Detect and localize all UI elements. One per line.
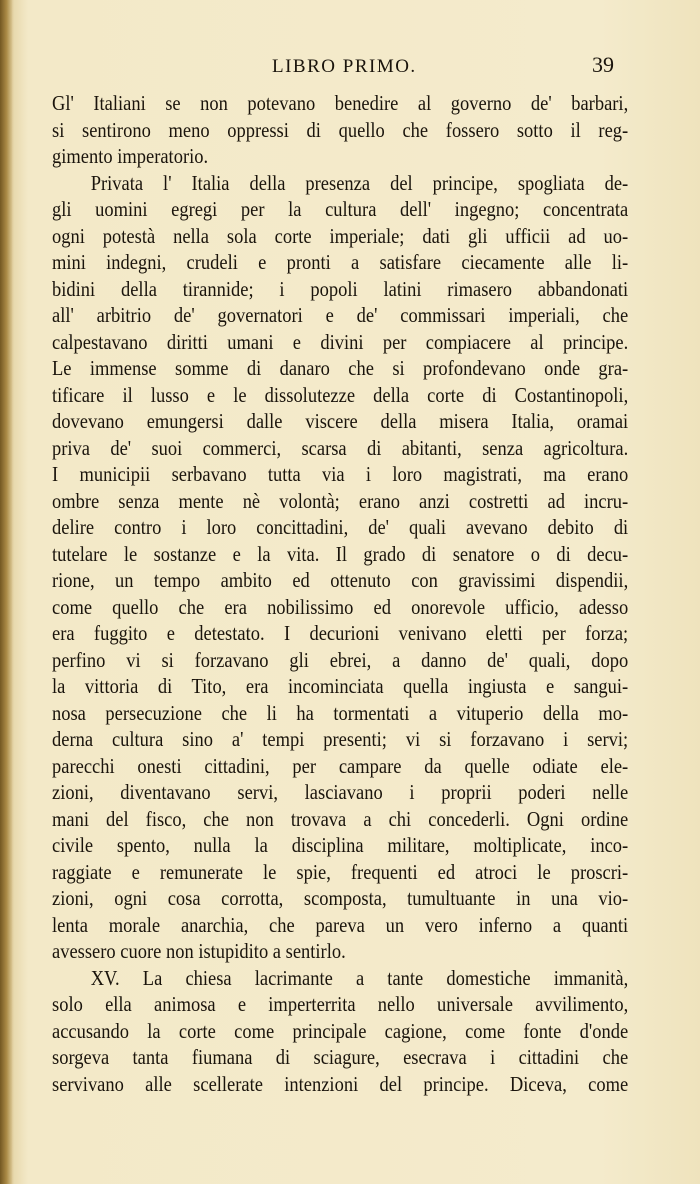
text-line: sorgeva tanta fiumana di sciagure, esecrava i cittadini che [52, 1045, 629, 1069]
text-line: lenta morale anarchia, che pareva un vero inferno a quanti [52, 912, 629, 937]
text-line: I municipii serbavano tutta via i loro magistrati, ma erano [52, 462, 629, 486]
text-line: Gl' Italiani se non potevano benedire al governo de' barbari, [52, 91, 629, 115]
text-line: la vittoria di Tito, era incominciata quella ingiusta e sangui- [52, 674, 629, 698]
text-line: civile spento, nulla la disciplina militare, moltiplicate, inco- [52, 833, 629, 857]
text-line: calpestavano diritti umani e divini per compiacere al principe. [52, 329, 629, 354]
page-number: 39 [592, 52, 614, 77]
text-line: XV. La chiesa lacrimante a tante domestiche immanità, [90, 965, 629, 990]
text-line: dovevano emungersi dalle viscere della misera Italia, oramai [52, 409, 629, 433]
text-line: tificare il lusso e le dissolutezze della corte di Costantinopoli, [52, 382, 629, 407]
text-line: gimento imperatorio. [52, 144, 209, 168]
text-line: Le immense somme di danaro che si profondevano onde gra- [52, 356, 629, 380]
running-head-title: LIBRO PRIMO. [272, 56, 417, 77]
text-line: come quello che era nobilissimo ed onorevole ufficio, adesso [52, 594, 629, 619]
text-line: mani del fisco, che non trovava a chi concederli. Ogni ordine [52, 806, 629, 831]
text-line: avessero cuore non istupidito a sentirlo. [52, 939, 346, 963]
text-line: ombre senza mente nè volontà; erano anzi costretti ad incru- [52, 488, 629, 513]
text-line: zioni, ogni cosa corrotta, scomposta, tumultuante in una vio- [52, 886, 629, 910]
page-gutter-shadow [0, 0, 12, 1184]
text-line: derna cultura sino a' tempi presenti; vi si forzavano i servi; [52, 727, 629, 751]
text-line: perfino vi si forzavano gli ebrei, a danno de' quali, dopo [52, 647, 629, 672]
text-line: tutelare le sostanze e la vita. Il grado di senatore o di decu- [52, 541, 629, 566]
text-line: Privata l' Italia della presenza del principe, spogliata de- [90, 170, 629, 195]
text-line: servivano alle scellerate intenzioni del principe. Diceva, come [52, 1071, 629, 1096]
text-line: era fuggito e detestato. I decurioni venivano eletti per forza; [52, 621, 629, 645]
text-line: zioni, diventavano servi, lasciavano i proprii poderi nelle [52, 780, 629, 804]
text-line: ogni potestà nella sola corte imperiale; dati gli ufficii ad uo- [52, 223, 629, 248]
text-line: all' arbitrio de' governatori e de' commissari imperiali, che [52, 303, 629, 327]
text-line: parecchi onesti cittadini, per campare da quelle odiate ele- [52, 753, 629, 778]
text-line: gli uomini egregi per la cultura dell' ingegno; concentrata [52, 197, 629, 221]
text-line: rione, un tempo ambito ed ottenuto con gravissimi dispendii, [52, 568, 629, 592]
text-line: accusando la corte come principale cagione, come fonte d'onde [52, 1018, 629, 1043]
text-line: priva de' suoi commerci, scarsa di abitanti, senza agricoltura. [52, 435, 629, 460]
text-line: nosa persecuzione che li ha tormentati a vituperio della mo- [52, 700, 629, 725]
running-head [0, 52, 700, 86]
text-line: mini indegni, crudeli e pronti a satisfare ciecamente alle li- [52, 250, 629, 274]
text-line: bidini della tirannide; i popoli latini rimasero abbandonati [52, 276, 629, 301]
text-line: raggiate e remunerate le spie, frequenti ed atroci le proscri- [52, 859, 629, 884]
text-line: solo ella animosa e imperterrita nello universale avvilimento, [52, 992, 629, 1016]
body-text [52, 90, 628, 1097]
text-line: delire contro i loro concittadini, de' quali avevano debito di [52, 515, 629, 539]
text-line: si sentirono meno oppressi di quello che fossero sotto il reg- [52, 117, 629, 142]
